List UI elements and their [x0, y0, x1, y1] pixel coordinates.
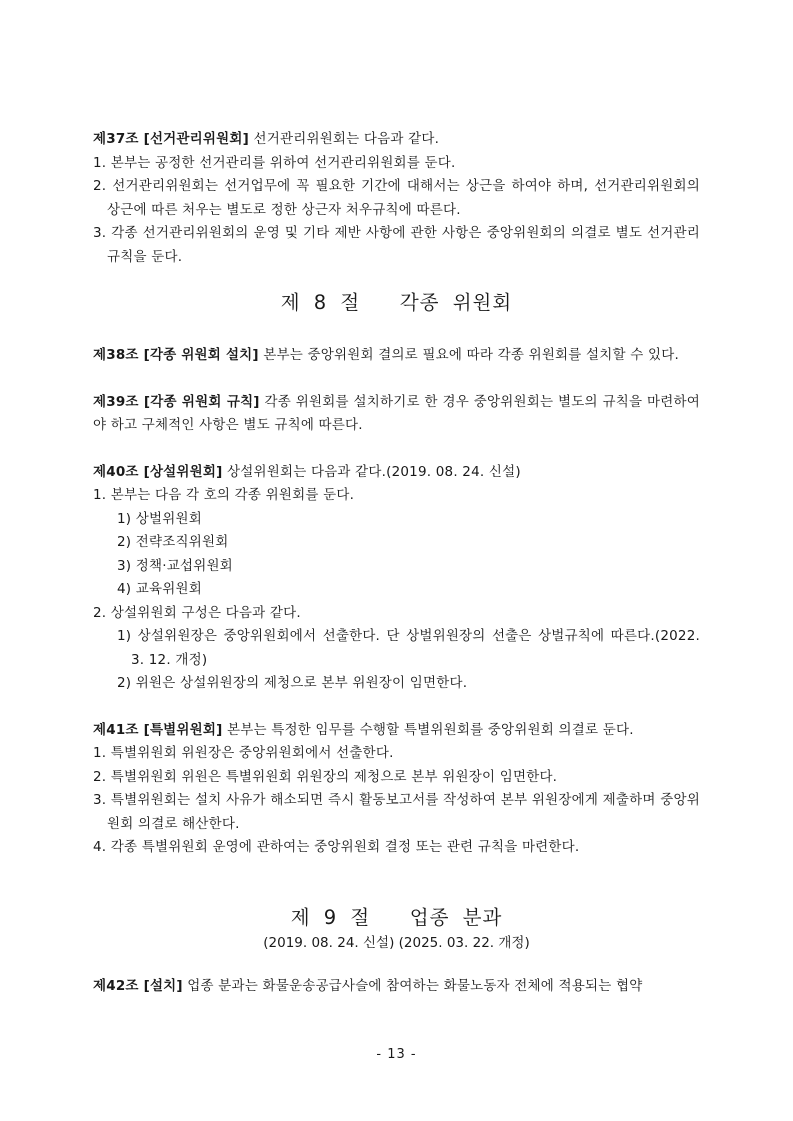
article-39-paragraph: [93, 391, 700, 438]
article-39-title: 제39조 [각종 위원회 규칙]: [93, 393, 260, 410]
article-40-item-1-sub-2: 2) 전략조직위원회: [117, 534, 229, 550]
article-41-item-1: 1. 특별위원회 위원장은 중앙위원회에서 선출한다.: [93, 745, 394, 761]
article-40-title: 제40조 [상설위원회]: [93, 463, 223, 480]
article-38-text: 본부는 중앙위원회 결의로 필요에 따라 각종 위원회를 설치할 수 있다.: [258, 347, 679, 363]
article-41-item-4: 4. 각종 특별위원회 운영에 관하여는 중앙위원회 결정 또는 관련 규칙을 마련한다.: [93, 839, 580, 855]
article-42-text: 업종 분과는 화물운송공급사슬에 참여하는 화물노동자 전체에 적용되는 협약: [182, 977, 643, 994]
article-38-paragraph: [93, 344, 700, 368]
article-41-heading: [93, 719, 700, 743]
section-9-note: (2019. 08. 24. 신설) (2025. 03. 22. 개정): [263, 934, 530, 951]
article-42-paragraph: [93, 975, 700, 999]
article-40-item-2: 2. 상설위원회 구성은 다음과 같다.: [93, 604, 301, 621]
article-40-item-2-sub-2: 2) 위원은 상설위원장의 제청으로 본부 위원장이 임면한다.: [117, 675, 468, 691]
article-41-item-3: 3. 특별위원회는 설치 사유가 해소되면 즉시 활동보고서를 작성하여 본부 위원장에게 제출하며 중앙위원회 의결로 해산한다.: [93, 792, 700, 832]
article-41-title: 제41조 [특별위원회]: [93, 721, 223, 738]
article-40-heading: [93, 461, 700, 485]
article-37-title: 제37조 [선거관리위원회]: [93, 131, 249, 147]
article-37-intro: 선거관리위원회는 다음과 같다.: [249, 131, 440, 147]
article-40-item-1-sub-1: 1) 상벌위원회: [117, 510, 202, 527]
article-40-item-2-sub-1: 1) 상설위원장은 중앙위원회에서 선출한다. 단 상벌위원장의 선출은 상벌규칙에 따른다.(2022. 3. 12. 개정): [117, 628, 700, 668]
article-39-text: 각종 위원회를 설치하기로 한 경우 중앙위원회는 별도의 규칙을 마련하여야 하고 구체적인 사항은 별도 규칙에 따른다.: [93, 393, 700, 433]
document-page: [93, 128, 700, 998]
section-9-title: 제 9 절 업종 분과: [290, 905, 503, 929]
article-37-heading: [93, 128, 700, 152]
article-41-item-2: 2. 특별위원회 위원은 특별위원회 위원장의 제청으로 본부 위원장이 임면한다.: [93, 768, 558, 785]
section-8-title: 제 8 절 각종 위원회: [280, 291, 513, 314]
article-38-title: 제38조 [각종 위원회 설치]: [93, 347, 259, 363]
article-37-item-2: 2. 선거관리위원회는 선거업무에 꼭 필요한 기간에 대해서는 상근을 하여야 하며, 선거관리위원회의 상근에 따른 처우는 별도로 정한 상근자 처우규칙에 따른다.: [93, 178, 700, 218]
page-number: - 13 -: [376, 1047, 417, 1062]
article-37-item-1: 1. 본부는 공정한 선거관리를 위하여 선거관리위원회를 둔다.: [93, 154, 456, 171]
article-40-item-1-sub-3: 3) 정책·교섭위원회: [117, 557, 233, 574]
article-42-title: 제42조 [설치]: [93, 977, 183, 994]
article-40-intro: 상설위원회는 다음과 같다.(2019. 08. 24. 신설): [222, 463, 521, 480]
article-37-item-3: 3. 각종 선거관리위원회의 운영 및 기타 제반 사항에 관한 사항은 중앙위원회의 의결로 별도 선거관리규칙을 둔다.: [93, 225, 700, 265]
article-40-item-1-sub-4: 4) 교육위원회: [117, 581, 202, 597]
article-40-item-1: 1. 본부는 다음 각 호의 각종 위원회를 둔다.: [93, 487, 355, 503]
article-41-intro: 본부는 특정한 임무를 수행할 특별위원회를 중앙위원회 의결로 둔다.: [222, 721, 634, 738]
